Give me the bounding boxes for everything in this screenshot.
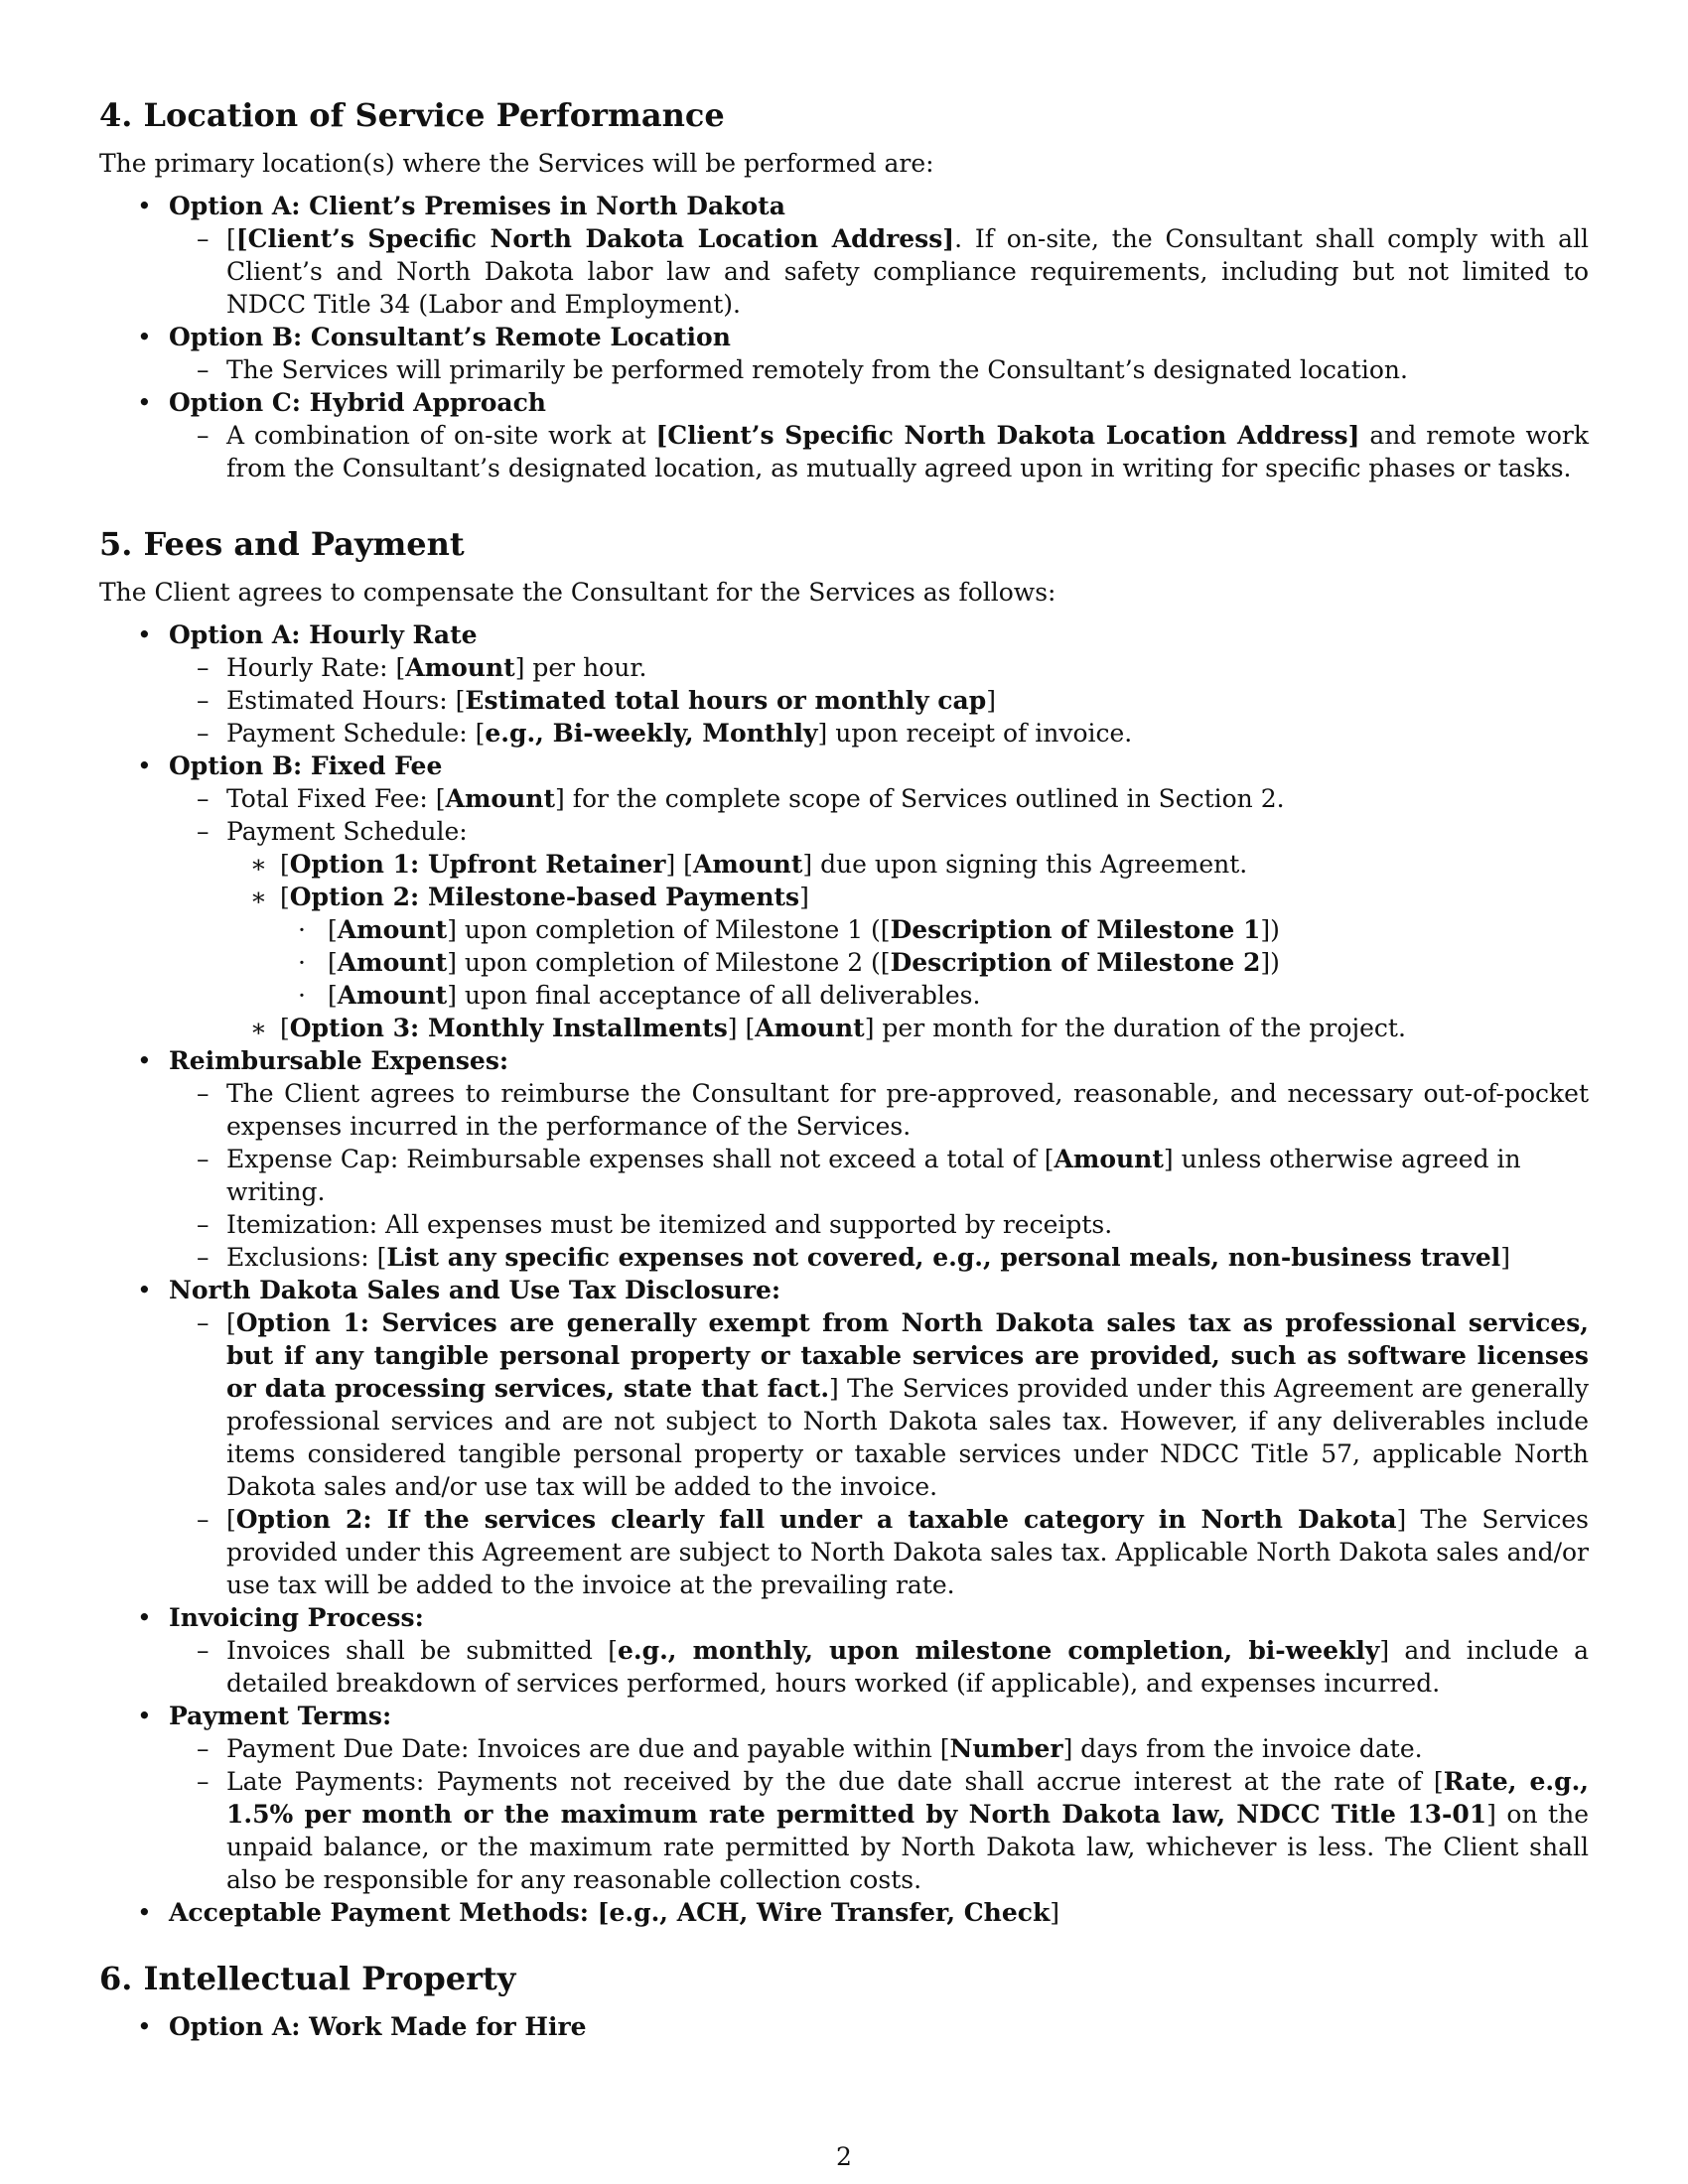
option-label: Option A: Work Made for Hire (169, 2012, 587, 2041)
section-6-heading: 6. Intellectual Property (99, 1960, 516, 1997)
option-label: Payment Terms: (169, 1702, 392, 1730)
dash-marker: – (197, 355, 210, 384)
list-item: – Payment Schedule: ∗ [Option 1: Upfront Retainer] [Amount] due upon signing this Agreement. ∗ [Option 2: Milestone-based Payments] · [Amount] upon completion of Milestone 1 ([Description of Milestone 1]) · [Amount] upon completion of Milestone 2 ([Description of Milestone 2]) · [Amount] upon final acceptance of all deliverables. ∗ [Option 3: Monthly Installments] [Amount] per month for the duration of the project. (99, 815, 1589, 1044)
section-4-heading: 4. Location of Service Performance (99, 96, 725, 134)
option-label: Option A: Hourly Rate (169, 620, 478, 649)
placeholder-field: [Client’s Specific North Dakota Location Address] (235, 224, 955, 253)
list-item (99, 1274, 1589, 1601)
list-item (99, 750, 1589, 1044)
list-item: – Expense Cap: Reimbursable expenses shall not exceed a total of [Amount] unless otherwise agreed in writing. (197, 1145, 1521, 1206)
list-item: – Payment Due Date: Invoices are due and payable within [Number] days from the invoice date. (197, 1734, 1423, 1763)
list-item: ∗ [Option 3: Monthly Installments] [Amount] per month for the duration of the project. (250, 1014, 1406, 1042)
section-5-list (99, 618, 1589, 1929)
bullet-marker: • (137, 388, 152, 417)
placeholder-field: [Client’s Specific North Dakota Location Address] (655, 421, 1360, 450)
option-label: Option C: Hybrid Approach (169, 388, 546, 417)
bullet-marker: • (137, 1702, 152, 1730)
bullet-marker: • (137, 192, 152, 220)
section-5-heading: 5. Fees and Payment (99, 525, 465, 563)
list-item: ∗ [Option 1: Upfront Retainer] [Amount] due upon signing this Agreement. (250, 850, 1248, 879)
option-label: Option A: Client’s Premises in North Dakota (169, 192, 785, 220)
bullet-marker: • (137, 2012, 152, 2041)
option-label: Option B: Fixed Fee (169, 751, 443, 780)
list-item: • Acceptable Payment Methods: [e.g., ACH, Wire Transfer, Check] (137, 1898, 1060, 1927)
list-item: – Itemization: All expenses must be itemized and supported by receipts. (197, 1210, 1113, 1239)
option-label: Invoicing Process: (169, 1603, 424, 1632)
list-item: – [Option 2: If the services clearly fall under a taxable category in North Dakota] The Services provided under this Agreement are subject to North Dakota sales tax. Applicable North Dakota sales and/or use tax will be added to the invoice at the prevailing rate. (197, 1505, 1589, 1599)
list-item: · [Amount] upon final acceptance of all deliverables. (298, 981, 981, 1010)
list-item: – Payment Schedule: [e.g., Bi-weekly, Monthly] upon receipt of invoice. (197, 719, 1133, 748)
dash-marker: – (197, 224, 210, 253)
dash-marker: – (197, 421, 210, 450)
list-item: ∗ [Option 2: Milestone-based Payments] · [Amount] upon completion of Milestone 1 ([Description of Milestone 1]) · [Amount] upon completion of Milestone 2 ([Description of Milestone 2]) · [Amount] upon final acceptance of all deliverables. (99, 881, 1589, 1012)
list-item (99, 1044, 1589, 1274)
section-4-intro: The primary location(s) where the Services will be performed are: (99, 149, 934, 178)
bullet-marker: • (137, 1046, 152, 1075)
bullet-marker: • (137, 620, 152, 649)
bullet-marker: • (137, 1276, 152, 1304)
list-item: – Estimated Hours: [Estimated total hours or monthly cap] (197, 686, 996, 715)
bullet-marker: • (137, 323, 152, 351)
option-label: Reimbursable Expenses: (169, 1046, 509, 1075)
list-item (99, 1700, 1589, 1896)
list-item (99, 386, 1589, 484)
list-item: – The Services will primarily be performed remotely from the Consultant’s designated location. (197, 355, 1408, 384)
list-item: – A combination of on-site work at [Client’s Specific North Dakota Location Address] and remote work from the Consultant’s designated location, as mutually agreed upon in writing for specific phases or tasks. (197, 421, 1590, 482)
option-label: Acceptable Payment Methods: [e.g., ACH, Wire Transfer, Check (169, 1898, 1051, 1927)
list-item (99, 2010, 1589, 2043)
list-item: · [Amount] upon completion of Milestone 1 ([Description of Milestone 1]) (298, 915, 1280, 944)
section-5-intro: The Client agrees to compensate the Consultant for the Services as follows: (99, 578, 1056, 607)
list-item (99, 190, 1589, 321)
list-item: – Invoices shall be submitted [e.g., monthly, upon milestone completion, bi-weekly] and include a detailed breakdown of services performed, hours worked (if applicable), and expenses incurred. (197, 1636, 1589, 1698)
list-item: – [[Client’s Specific North Dakota Location Address]. If on-site, the Consultant shall comply with all Client’s and North Dakota labor law and safety compliance requirements, including but not limited to NDCC Title 34 (Labor and Employment). (197, 224, 1590, 319)
document-page (99, 95, 1589, 2043)
list-item: – The Client agrees to reimburse the Consultant for pre-approved, reasonable, and necessary out-of-pocket expenses incurred in the performance of the Services. (197, 1079, 1589, 1141)
list-item (99, 618, 1589, 750)
bullet-marker: • (137, 751, 152, 780)
section-4-list (99, 190, 1589, 484)
list-item: – Total Fixed Fee: [Amount] for the complete scope of Services outlined in Section 2. (197, 784, 1285, 813)
list-item: – Exclusions: [List any specific expenses not covered, e.g., personal meals, non-business travel] (197, 1243, 1511, 1272)
list-item: – [Option 1: Services are generally exempt from North Dakota sales tax as professional services, but if any tangible personal property or taxable services are provided, such as software licenses or data processing services, state that fact.] The Services provided under this Agreement are generally professional services and are not subject to North Dakota sales tax. However, if any deliverables include items considered tangible personal property or taxable services under NDCC Title 57, applicable North Dakota sales and/or use tax will be added to the invoice. (197, 1308, 1589, 1501)
page-number: 2 (836, 2142, 852, 2171)
list-item (99, 321, 1589, 386)
section-6-list (99, 2010, 1589, 2043)
bullet-marker: • (137, 1898, 152, 1927)
list-item: – Hourly Rate: [Amount] per hour. (197, 653, 647, 682)
option-label: North Dakota Sales and Use Tax Disclosure: (169, 1276, 781, 1304)
option-label: Option B: Consultant’s Remote Location (169, 323, 731, 351)
list-item: – Late Payments: Payments not received by the due date shall accrue interest at the rate of [Rate, e.g., 1.5% per month or the maximum rate permitted by North Dakota law, NDCC Title 13-01] on the unpaid balance, or the maximum rate permitted by North Dakota law, whichever is less. The Client shall also be responsible for any reasonable collection costs. (197, 1767, 1589, 1894)
list-item (99, 1601, 1589, 1700)
list-item: · [Amount] upon completion of Milestone 2 ([Description of Milestone 2]) (298, 948, 1280, 977)
bullet-marker: • (137, 1603, 152, 1632)
